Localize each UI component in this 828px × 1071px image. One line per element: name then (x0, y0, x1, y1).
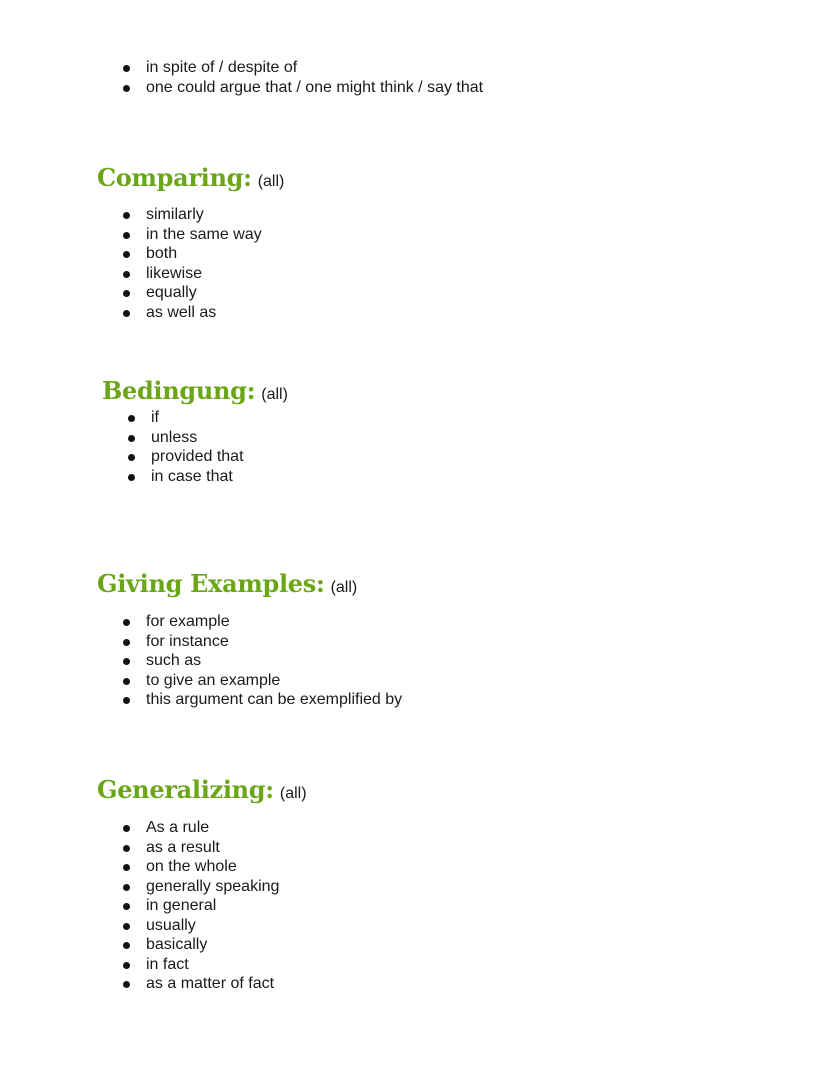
section-heading (97, 569, 358, 598)
list-item: for example (122, 612, 402, 632)
section-title: Generalizing: (97, 775, 274, 804)
section-comparing (97, 163, 285, 192)
section-title: Giving Examples: (97, 569, 325, 598)
list-item: in the same way (122, 225, 262, 245)
list-item: in spite of / despite of (122, 58, 483, 78)
list-item: in general (122, 896, 279, 916)
section-bedingung-list-block (127, 408, 244, 486)
section-title: Bedingung: (102, 376, 256, 405)
list-item: As a rule (122, 818, 279, 838)
list-item: provided that (127, 447, 244, 467)
section-giving-examples-list-block (122, 612, 402, 710)
list-item: generally speaking (122, 877, 279, 897)
list-item: one could argue that / one might think / say that (122, 78, 483, 98)
section-generalizing-list-block (122, 818, 279, 994)
section-heading (102, 376, 288, 405)
list-item: as a result (122, 838, 279, 858)
list-item: for instance (122, 632, 402, 652)
section-list (122, 612, 402, 710)
list-item: both (122, 244, 262, 264)
section-note: (all) (257, 173, 285, 190)
list-item: equally (122, 283, 262, 303)
section-list (122, 205, 262, 322)
section-comparing-list-block (122, 205, 262, 322)
section-list (127, 408, 244, 486)
section-note: (all) (330, 579, 358, 596)
section-title: Comparing: (97, 163, 252, 192)
list-item: unless (127, 428, 244, 448)
list-item: as a matter of fact (122, 974, 279, 994)
list-item: in fact (122, 955, 279, 975)
section-bedingung (102, 376, 288, 405)
list-item: on the whole (122, 857, 279, 877)
section-giving-examples (97, 569, 358, 598)
list-item: this argument can be exemplified by (122, 690, 402, 710)
intro-list (122, 58, 483, 97)
list-item: as well as (122, 303, 262, 323)
section-note: (all) (279, 785, 307, 802)
section-heading (97, 775, 307, 804)
list-item: to give an example (122, 671, 402, 691)
list-item: such as (122, 651, 402, 671)
list-item: in case that (127, 467, 244, 487)
section-heading (97, 163, 285, 192)
intro-list-block (122, 58, 483, 97)
list-item: similarly (122, 205, 262, 225)
section-note: (all) (261, 386, 288, 403)
list-item: likewise (122, 264, 262, 284)
list-item: if (127, 408, 244, 428)
list-item: usually (122, 916, 279, 936)
section-list (122, 818, 279, 994)
section-generalizing (97, 775, 307, 804)
list-item: basically (122, 935, 279, 955)
